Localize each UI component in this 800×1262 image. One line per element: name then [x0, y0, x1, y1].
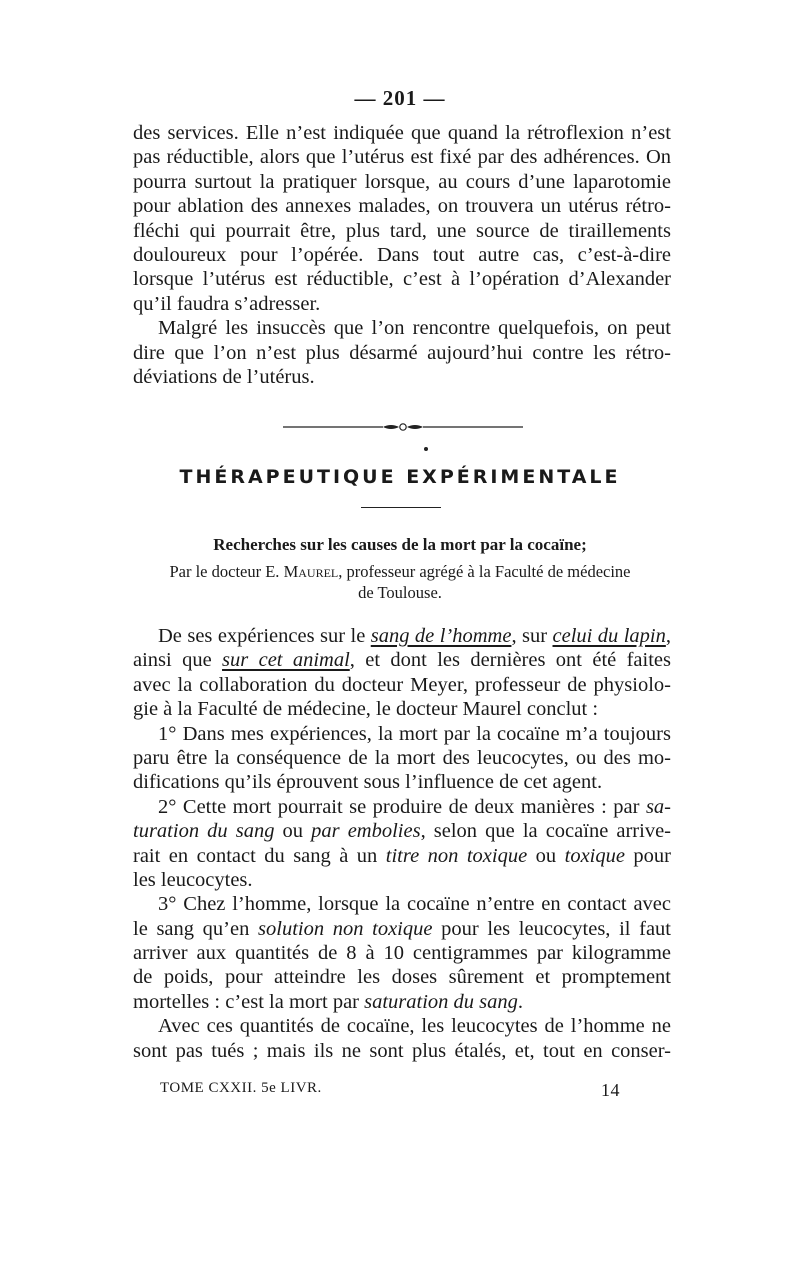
text-line: déviations de l’utérus.	[133, 365, 315, 388]
page-footer	[160, 1080, 620, 1100]
author-suffix: , professeur agrégé à la Faculté de médecine	[338, 562, 631, 581]
text-line: paru être la conséquence de la mort des leucocytes, ou des mo-	[133, 746, 671, 769]
text-line: qu’il faudra s’adresser.	[133, 292, 321, 315]
author-prefix: Par le docteur E.	[169, 562, 284, 581]
text-line: 2° Cette mort pourrait se produire de deux manières : par sa-	[158, 795, 671, 818]
section-title: THÉRAPEUTIQUE EXPÉRIMENTALE	[179, 466, 621, 488]
text-line: avec la collaboration du docteur Meyer, professeur de physiolo-	[133, 673, 671, 696]
text-line: arriver aux quantités de 8 à 10 centigrammes par kilogramme	[133, 942, 671, 965]
text-line: dire que l’on n’est plus désarmé aujourd’hui contre les rétro-	[133, 341, 671, 364]
text-line: lorsque l’utérus est réductible, c’est à l’opération d’Alexander	[133, 268, 671, 291]
ornament-divider	[283, 420, 523, 434]
author-name: Maurel	[283, 562, 339, 581]
text-line: des services. Elle n’est indiquée que quand la rétroflexion n’est	[133, 122, 671, 144]
text-line: rait en contact du sang à un titre non toxique ou toxique pour	[133, 844, 672, 867]
text-line: de poids, pour atteindre les doses sûrement et promptement	[133, 966, 671, 989]
article-title: Recherches sur les causes de la mort par la cocaïne;	[213, 535, 587, 554]
text-line: douloureux pour l’opérée. Dans tout autre cas, c’est-à-dire	[133, 243, 671, 266]
text-line: pas réductible, alors que l’utérus est fixé par des adhérences. On	[133, 146, 671, 169]
title-rule	[361, 507, 441, 508]
text-line: les leucocytes.	[133, 868, 253, 891]
body-text-top	[133, 121, 671, 389]
text-line: pourra surtout la pratiquer lorsque, au cours d’une laparotomie	[133, 170, 671, 193]
text-line: Malgré les insuccès que l’on rencontre quelquefois, on peut	[158, 317, 671, 340]
text-line: le sang qu’en solution non toxique pour les leucocytes, il faut	[133, 917, 672, 940]
author-affiliation: de Toulouse.	[358, 583, 442, 602]
volume-info: TOME CXXII. 5e LIVR.	[160, 1080, 322, 1096]
text-line: sont pas tués ; mais ils ne sont plus étalés, et, tout en conser-	[133, 1039, 671, 1062]
text-line: fléchi qui pourrait être, plus tard, une source de tiraillements	[133, 219, 671, 242]
text-line: turation du sang ou par embolies, selon que la cocaïne arrive-	[133, 820, 671, 843]
author-line	[120, 561, 680, 603]
page-number: — 201 —	[354, 86, 446, 110]
text-line: 3° Chez l’homme, lorsque la cocaïne n’entre en contact avec	[158, 893, 671, 916]
ornament-dot	[424, 447, 428, 451]
text-line: 1° Dans mes expériences, la mort par la cocaïne m’a toujours	[158, 722, 671, 745]
text-line: gie à la Faculté de médecine, le docteur Maurel conclut :	[133, 698, 599, 721]
signature-mark: 14	[601, 1080, 620, 1100]
text-line: Avec ces quantités de cocaïne, les leucocytes de l’homme ne	[158, 1015, 671, 1038]
text-line: De ses expériences sur le sang de l’homme, sur celui du lapin,	[158, 625, 671, 647]
text-line: mortelles : c’est la mort par saturation du sang.	[133, 990, 524, 1013]
body-text-main	[133, 624, 671, 1063]
text-line: pour ablation des annexes malades, on trouvera un utérus rétro-	[133, 195, 671, 218]
text-line: difications qu’ils éprouvent sous l’influence de cet agent.	[133, 771, 603, 794]
text-line: ainsi que sur cet animal, et dont les dernières ont été faites	[133, 649, 671, 672]
